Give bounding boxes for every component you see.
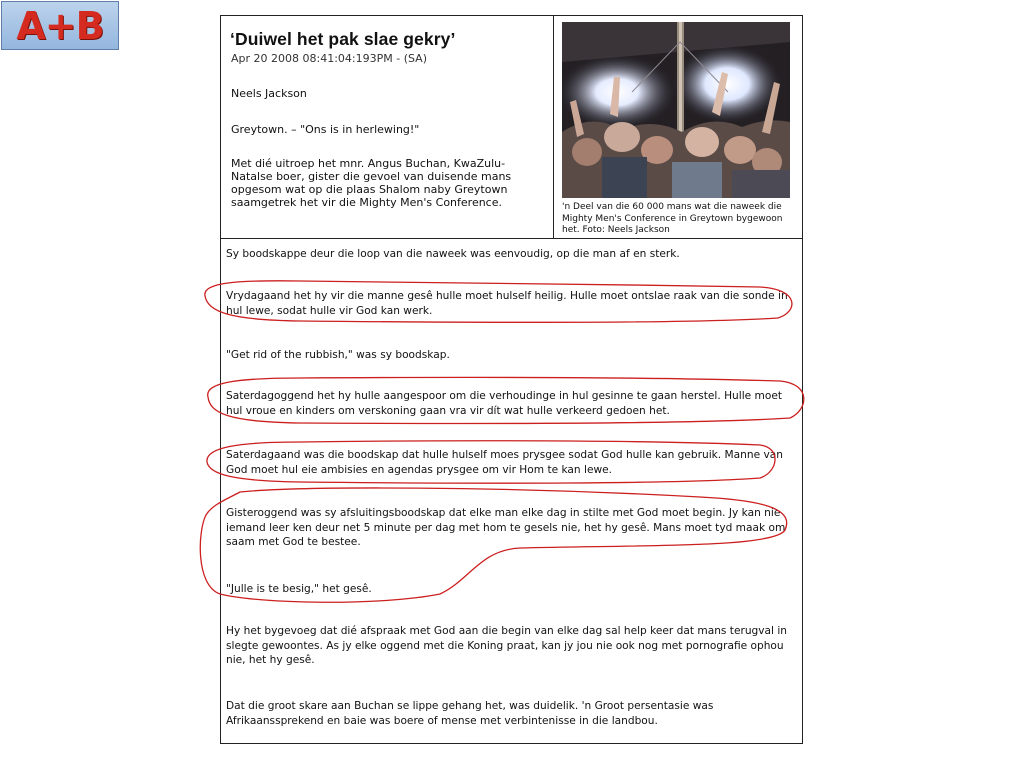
article-intro-paragraph: Met dié uitroep het mnr. Angus Buchan, KwaZulu-Natalse boer, gister die gevoel van duisende mans opgesom wat op die plaas Shalom naby Greytown saamgetrek het vir die Mighty Men's Conference.	[231, 157, 512, 209]
photo-caption: 'n Deel van die 60 000 mans wat die naweek die Mighty Men's Conference in Greytown bygewoon het. Foto: Neels Jackson	[562, 202, 783, 234]
body-paragraph-2: Vrydagaand het hy vir die manne gesê hulle moet hulself heilig. Hulle moet ontslae raak van die sonde in hul lewe, sodat hulle vir God kan werk.	[226, 290, 788, 317]
crowd-photo-image	[562, 22, 790, 198]
body-paragraph-5: Saterdagaand was die boodskap dat hulle hulself moes prysgee sodat God hulle kan gebruik. Manne van God moet hul eie ambisies en agendas prysgee om vir Hom te kan lewe.	[226, 449, 783, 476]
body-paragraph-6: Gisteroggend was sy afsluitingsboodskap dat elke man elke dag in stilte met God moet begin. Jy kan nie iemand leer ken deur net 5 minute per dag met hom te gesels nie, het hy gesê. Mans moet tyd maak om saam met God te bestee.	[226, 507, 786, 548]
body-paragraph-3: "Get rid of the rubbish," was sy boodskap.	[226, 349, 450, 361]
article-dateline: Apr 20 2008 08:41:04:193PM - (SA)	[231, 52, 427, 65]
article-author: Neels Jackson	[231, 87, 307, 100]
body-paragraph-8: Hy het bygevoeg dat dié afspraak met God aan die begin van elke dag sal help keer dat mans terugval in slegte gewoontes. As jy elke oggend met die Koning praat, kan jy jou nie ook nog met pornografie ophou nie, het hy gesê.	[226, 625, 788, 666]
article-headline: ‘Duiwel het pak slae gekry’	[230, 29, 456, 49]
body-paragraph-9: Dat die groot skare aan Buchan se lippe gehang het, was duidelik. 'n Groot persentasie was Afrikaanssprekend en baie was boere of mense met verbintenisse in die landbou.	[226, 700, 714, 727]
slide-badge	[1, 1, 119, 50]
body-paragraph-1: Sy boodskappe deur die loop van die naweek was eenvoudig, op die man af en sterk.	[226, 248, 680, 260]
body-paragraph-7: "Julle is te besig," het gesê.	[226, 583, 372, 595]
badge-label: A+B	[16, 3, 104, 48]
article-header	[221, 16, 554, 239]
newspaper-article	[220, 15, 803, 744]
article-photo-block	[554, 16, 802, 239]
article-intro-quote: Greytown. – "Ons is in herlewing!"	[231, 123, 420, 136]
crowd-photo	[562, 22, 790, 198]
body-paragraph-4: Saterdagoggend het hy hulle aangespoor om die verhoudinge in hul gesinne te gaan herstel. Hulle moet hul vroue en kinders om verskoning gaan vra vir dít wat hulle verkeerd gedoen het.	[226, 390, 782, 417]
